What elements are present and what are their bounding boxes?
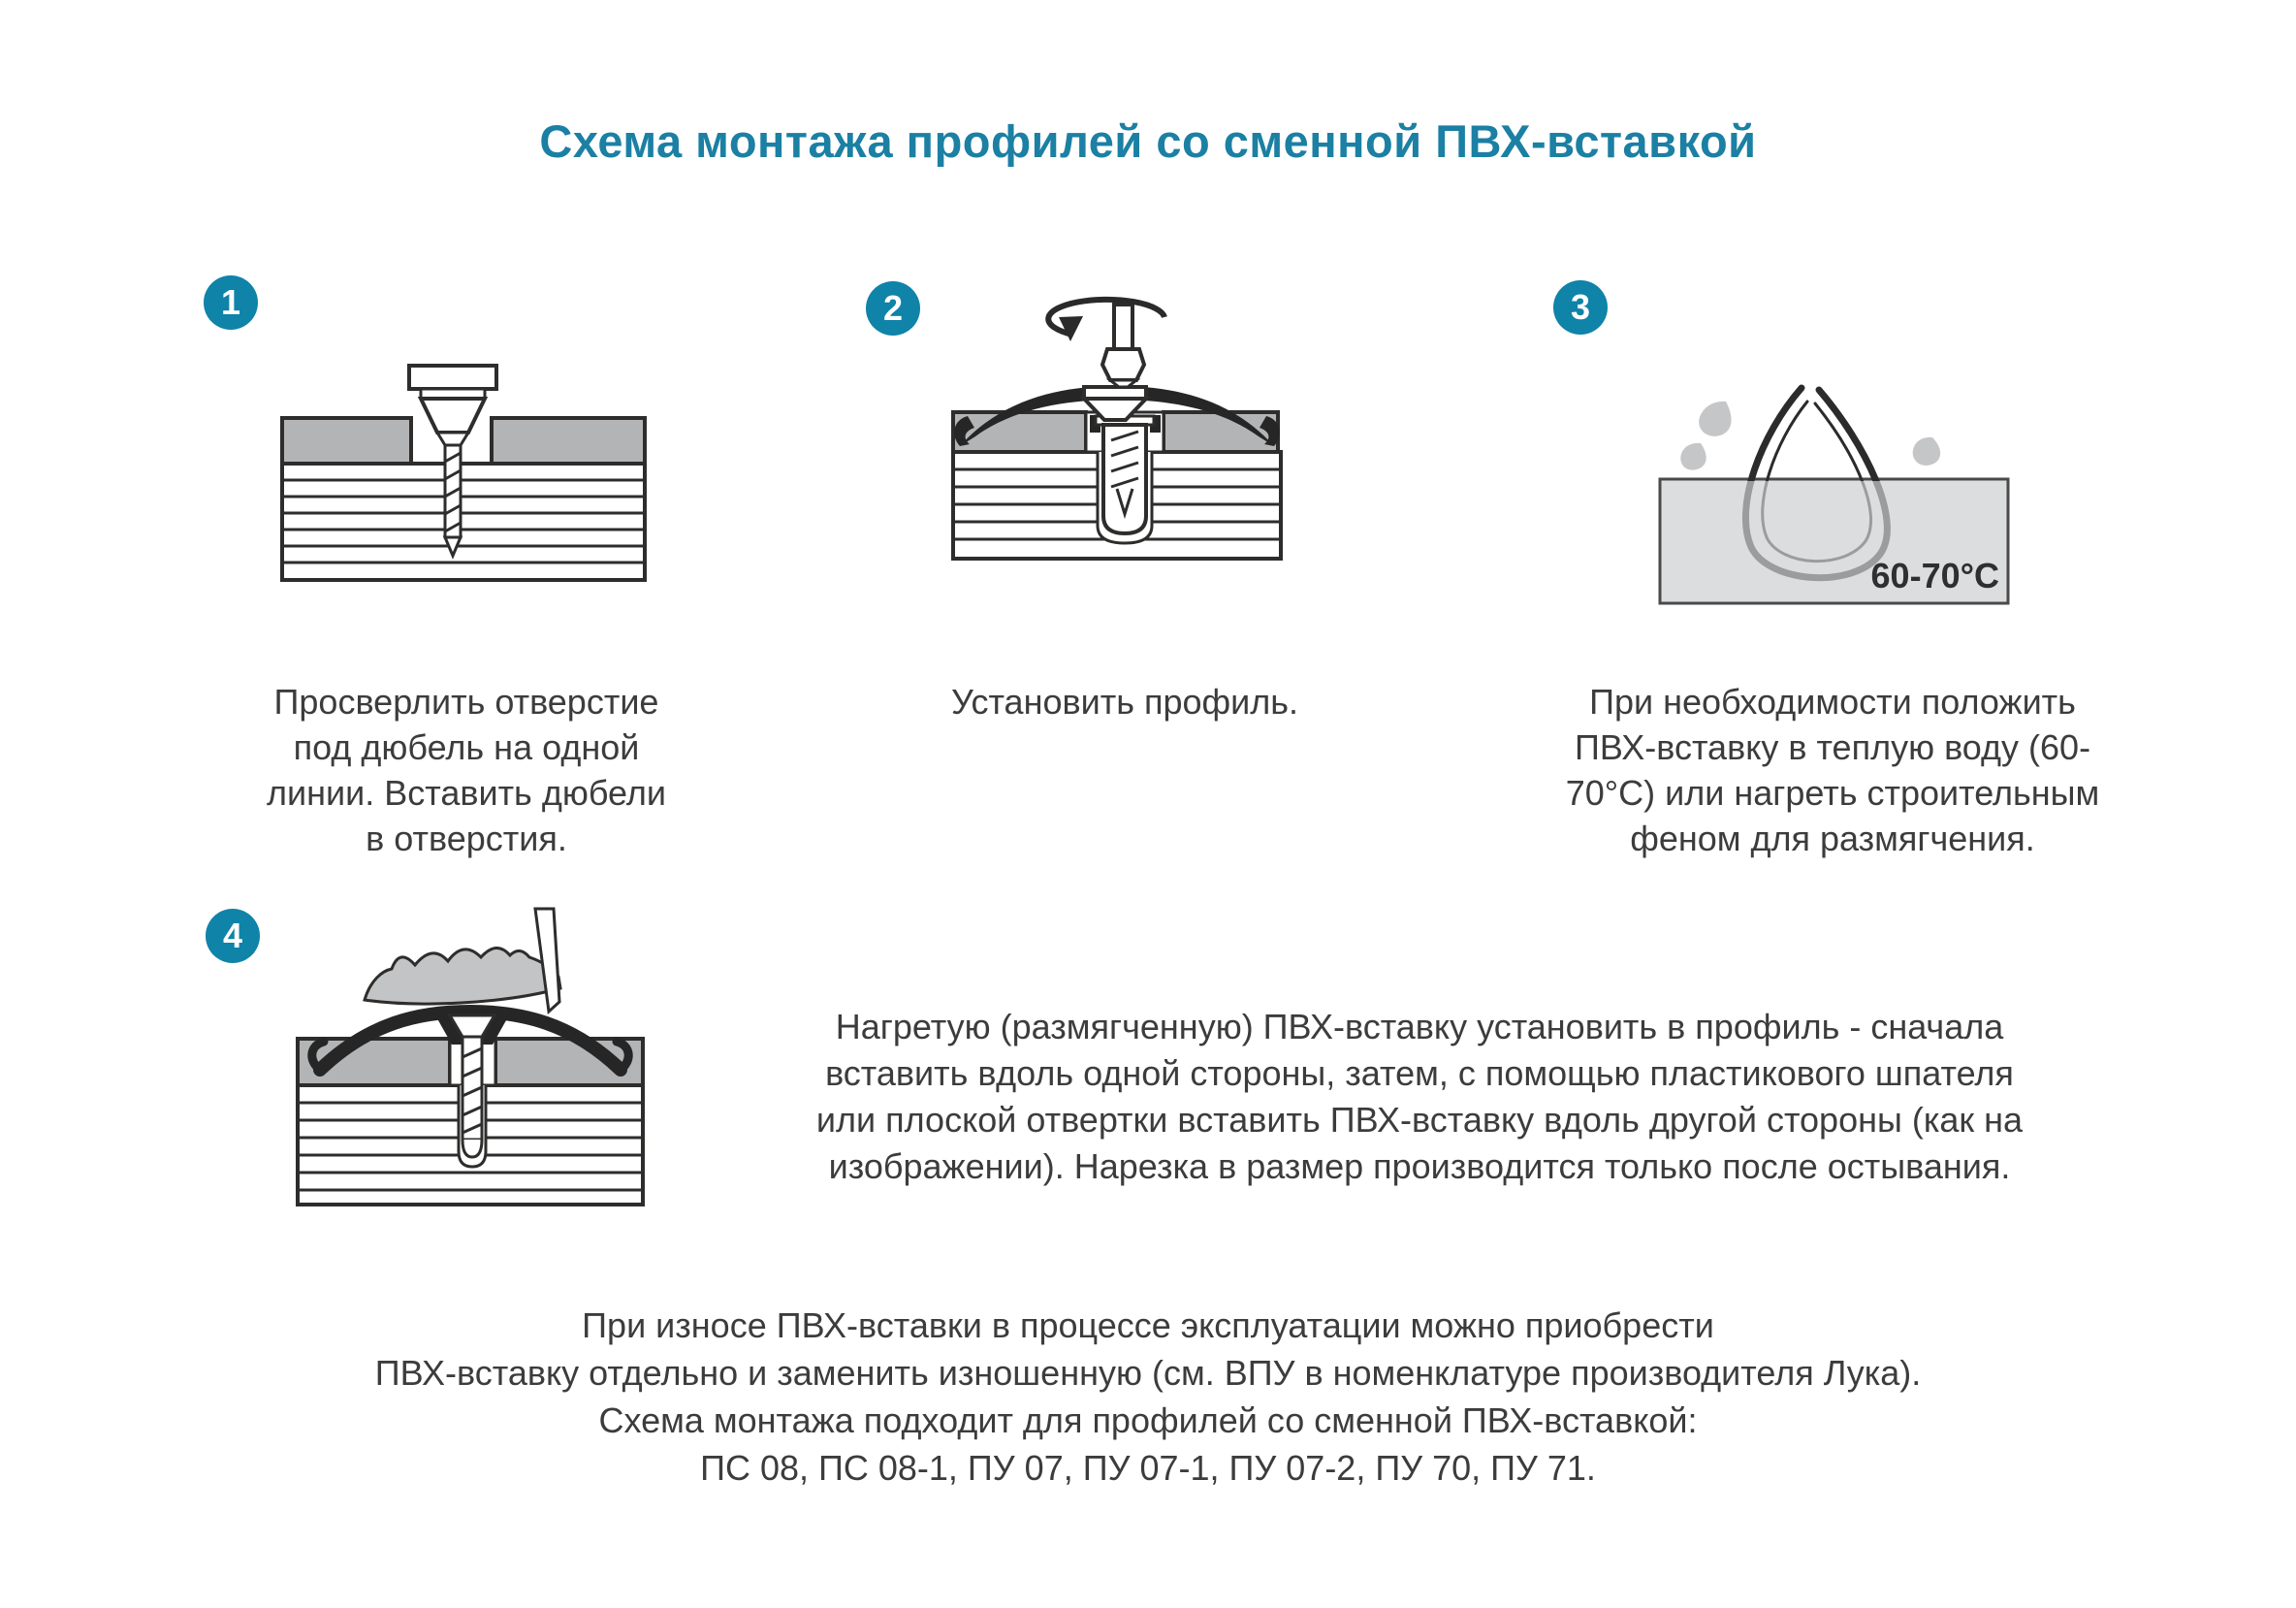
- caption-line: в отверстия.: [366, 819, 567, 858]
- covering-right-block: [492, 418, 645, 464]
- step1-number-badge: [204, 275, 258, 330]
- screwdriver-icon: [1102, 305, 1144, 387]
- page-title: Схема монтажа профилей со сменной ПВХ-вставкой: [539, 115, 1757, 167]
- pvc-insert-press-illustration: [291, 907, 659, 1217]
- caption-line: ПВХ-вставку в теплую воду (60-: [1574, 727, 2091, 767]
- drill-dowel-illustration: [279, 363, 648, 586]
- caption-line: При необходимости положить: [1589, 682, 2076, 722]
- caption-line: вставить вдоль одной стороны, затем, с помощью пластикового шпателя: [825, 1053, 2014, 1093]
- caption-line: изображении). Нарезка в размер производится только после остывания.: [828, 1146, 2011, 1186]
- footer-line: ПВХ-вставку отдельно и заменить изношенную (см. ВПУ в номенклатуре производителя Лука).: [374, 1353, 1922, 1393]
- rotation-arrow-icon: [1048, 300, 1164, 341]
- profile-install-illustration: [950, 291, 1319, 582]
- footer-note: [0, 1302, 2296, 1492]
- pvc-insert-warm-water-illustration: [1639, 378, 2046, 611]
- footer-line: ПС 08, ПС 08-1, ПУ 07, ПУ 07-1, ПУ 07-2, ПУ 70, ПУ 71.: [700, 1448, 1596, 1488]
- water-drop-icon: [1680, 402, 1940, 470]
- step4-number-badge: [206, 909, 260, 963]
- step2-number-badge: [866, 281, 920, 336]
- step1-number: 1: [220, 282, 241, 322]
- pvc-insert-icon: [365, 948, 560, 1004]
- step2-caption: [834, 679, 1416, 724]
- caption-line: 70°С) или нагреть строительным: [1565, 773, 2100, 813]
- caption-line: феном для размягчения.: [1630, 819, 2035, 858]
- caption-line: линии. Вставить дюбели: [267, 773, 666, 813]
- step3-number-badge: [1553, 280, 1608, 335]
- step4-caption: [692, 1004, 2147, 1190]
- step3-number: 3: [1570, 287, 1591, 327]
- caption-line: Установить профиль.: [951, 682, 1298, 722]
- footer-line: Схема монтажа подходит для профилей со сменной ПВХ-вставкой:: [598, 1400, 1698, 1440]
- caption-line: Нагретую (размягченную) ПВХ-вставку установить в профиль - сначала: [835, 1007, 2004, 1046]
- covering-left-block: [282, 418, 411, 464]
- caption-line: или плоской отвертки вставить ПВХ-вставку вдоль другой стороны (как на: [815, 1100, 2024, 1140]
- step2-number: 2: [882, 288, 904, 328]
- step4-number: 4: [222, 916, 243, 955]
- footer-line: При износе ПВХ-вставки в процессе эксплуатации можно приобрести: [582, 1305, 1714, 1345]
- caption-line: Просверлить отверстие: [273, 682, 659, 722]
- water-temp-label: 60-70°C: [1870, 556, 1999, 595]
- caption-line: под дюбель на одной: [293, 727, 640, 767]
- step1-caption: [156, 679, 777, 861]
- step3-caption: [1522, 679, 2143, 861]
